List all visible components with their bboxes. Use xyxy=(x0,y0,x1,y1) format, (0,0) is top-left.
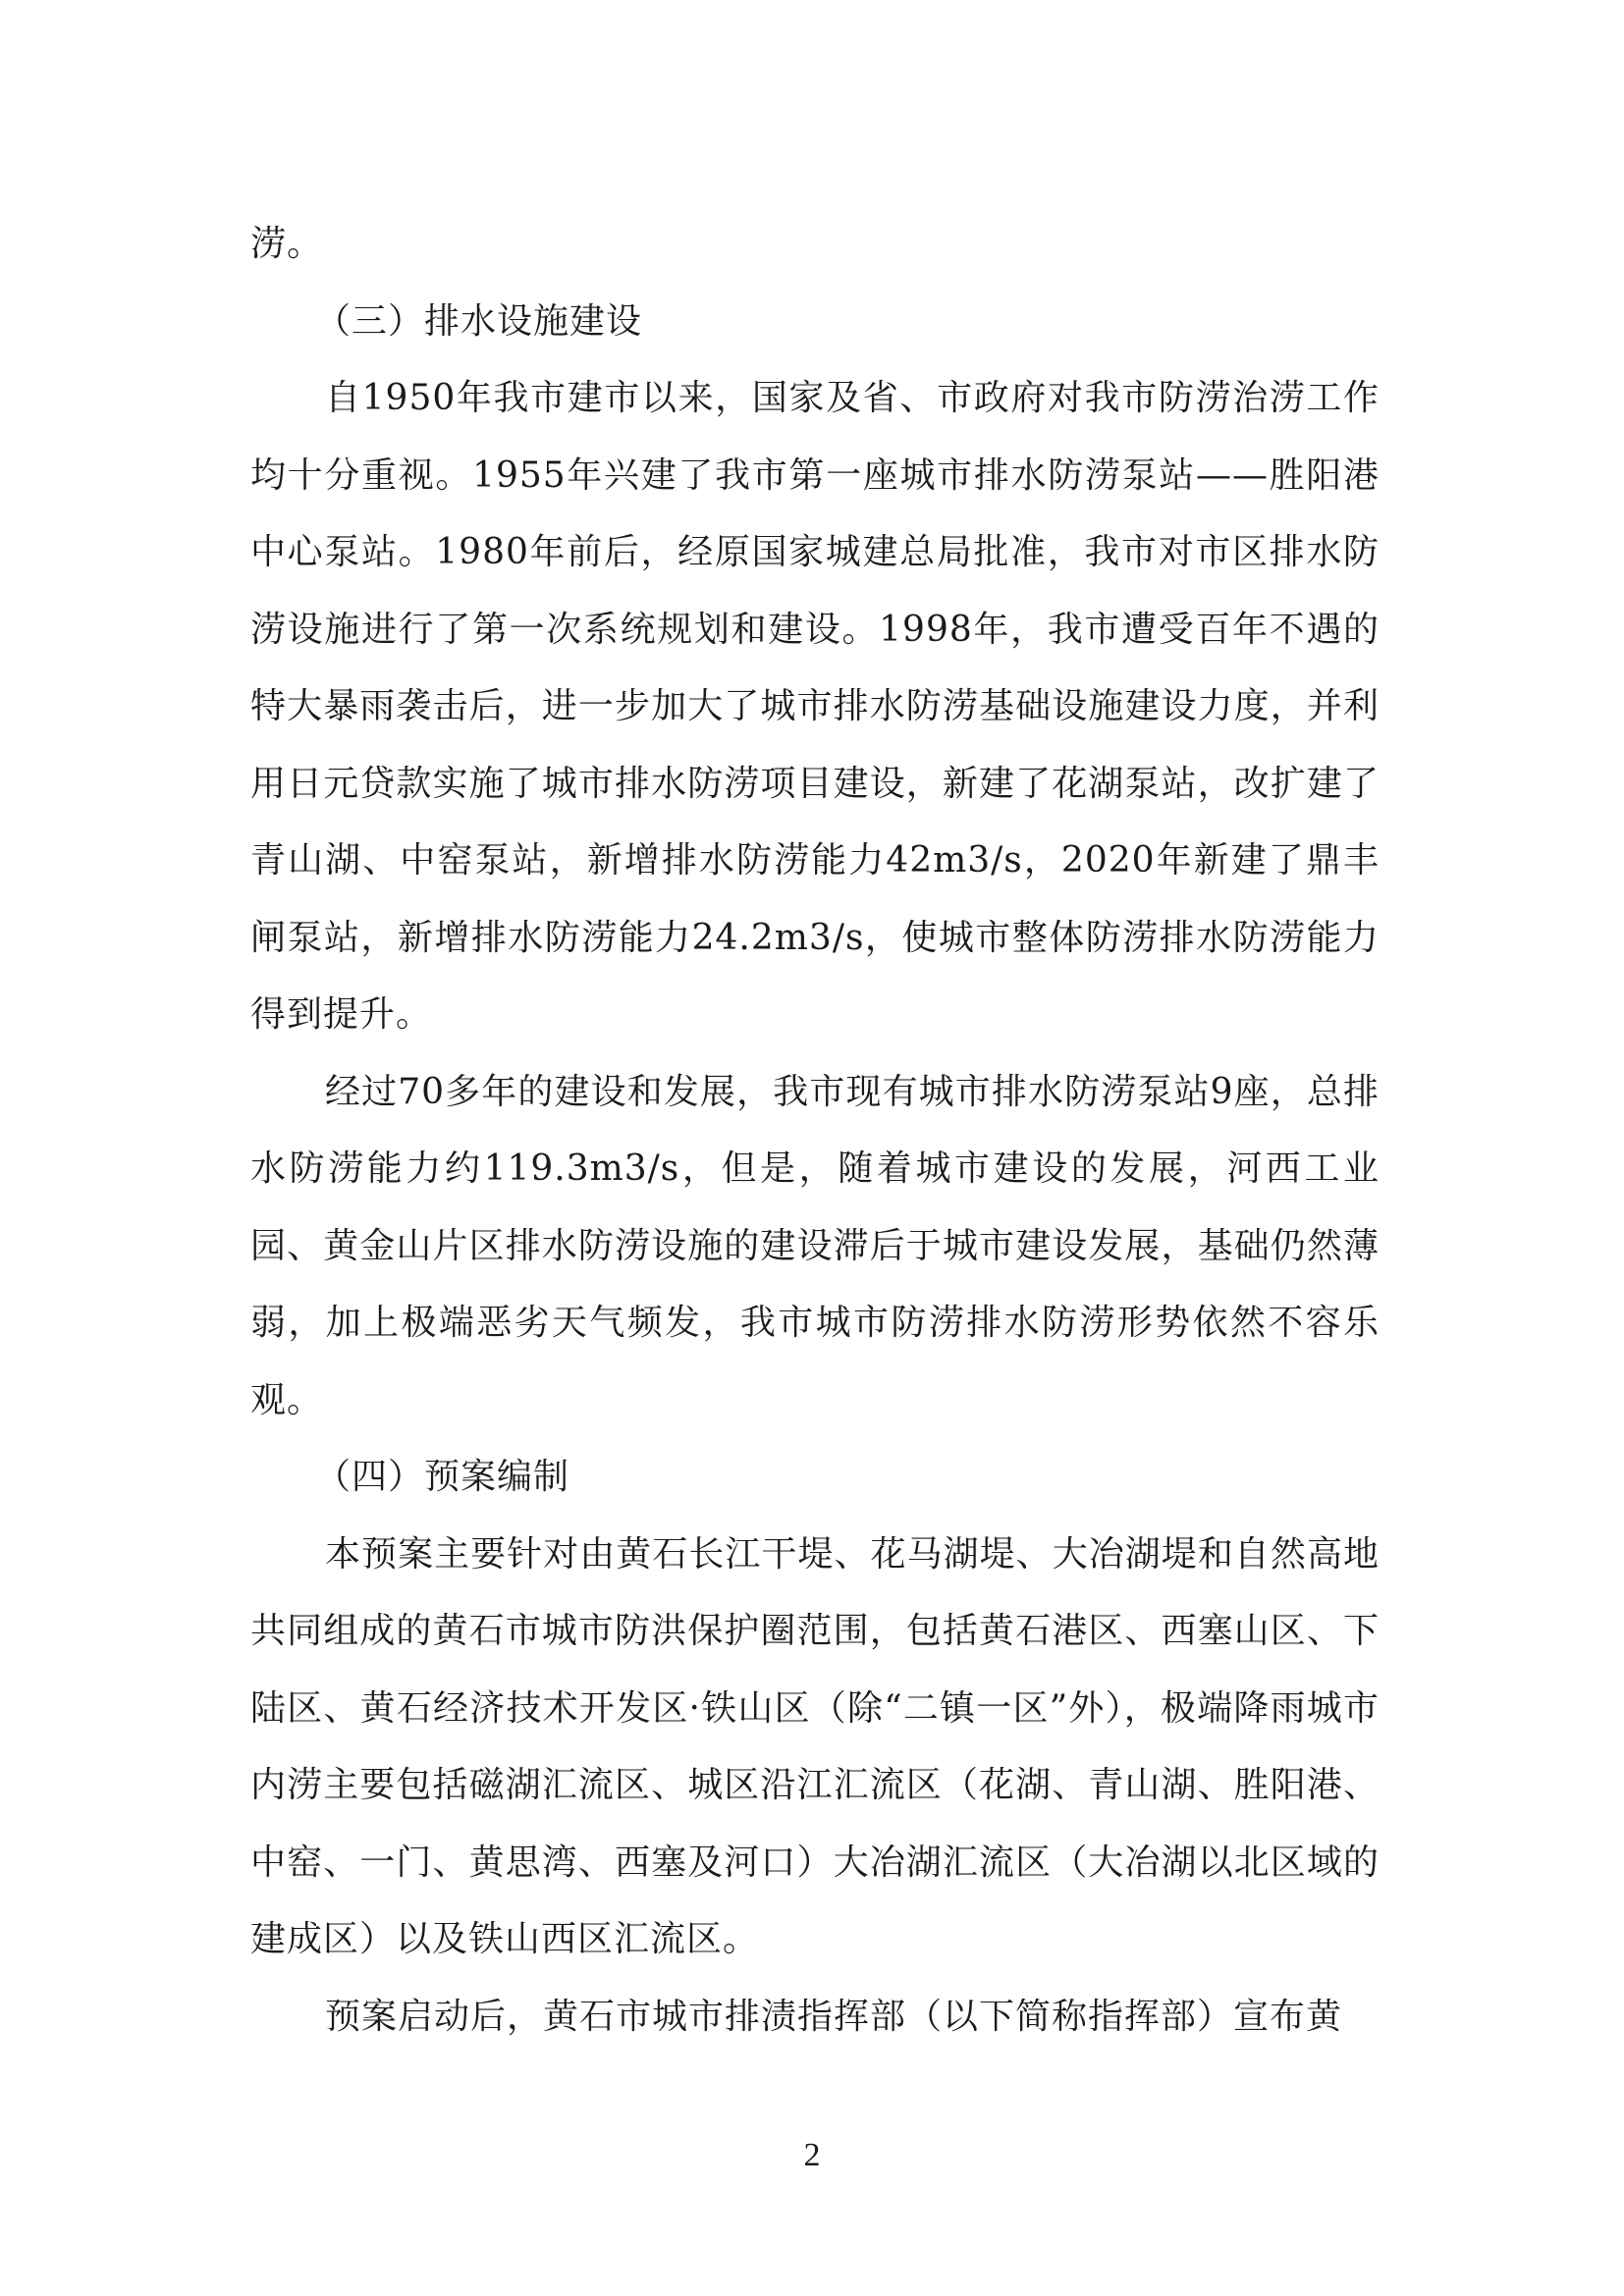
paragraph-plan-scope: 本预案主要针对由黄石长江干堤、花马湖堤、大冶湖堤和自然高地共同组成的黄石市城市防洪保护圈范围，包括黄石港区、西塞山区、下陆区、黄石经济技术开发区·铁山区（除“二镇一区”外），极端降雨城市内涝主要包括磁湖汇流区、城区沿江汇流区（花湖、青山湖、胜阳港、中窑、一门、黄思湾、西塞及河口）大冶湖汇流区（大冶湖以北区域的建成区）以及铁山西区汇流区。 xyxy=(250,1533,1380,1959)
paragraph-continuation: 涝。 xyxy=(250,224,324,264)
page-number: 2 xyxy=(803,2137,821,2173)
document-body xyxy=(250,206,1380,2056)
paragraph-plan-activation: 预案启动后，黄石市城市排渍指挥部（以下简称指挥部）宣布黄 xyxy=(325,1996,1343,2037)
paragraph-current-capacity: 经过70多年的建设和发展，我市现有城市排水防涝泵站9座，总排水防涝能力约119.3m3/s，但是，随着城市建设的发展，河西工业园、黄金山片区排水防涝设施的建设滞后于城市建设发展，基础仍然薄弱，加上极端恶劣天气频发，我市城市防涝排水防涝形势依然不容乐观。 xyxy=(250,1071,1380,1420)
paragraph-drainage-history: 自1950年我市建市以来，国家及省、市政府对我市防涝治涝工作均十分重视。1955年兴建了我市第一座城市排水防涝泵站——胜阳港中心泵站。1980年前后，经原国家城建总局批准，我市对市区排水防涝设施进行了第一次系统规划和建设。1998年，我市遭受百年不遇的特大暴雨袭击后，进一步加大了城市排水防涝基础设施建设力度，并利用日元贷款实施了城市排水防涝项目建设，新建了花湖泵站，改扩建了青山湖、中窑泵站，新增排水防涝能力42m3/s，2020年新建了鼎丰闸泵站，新增排水防涝能力24.2m3/s，使城市整体防涝排水防涝能力得到提升。 xyxy=(250,378,1380,1035)
section-heading-plan-preparation: （四）预案编制 xyxy=(315,1457,570,1497)
section-heading-drainage-facilities: （三）排水设施建设 xyxy=(315,300,643,342)
